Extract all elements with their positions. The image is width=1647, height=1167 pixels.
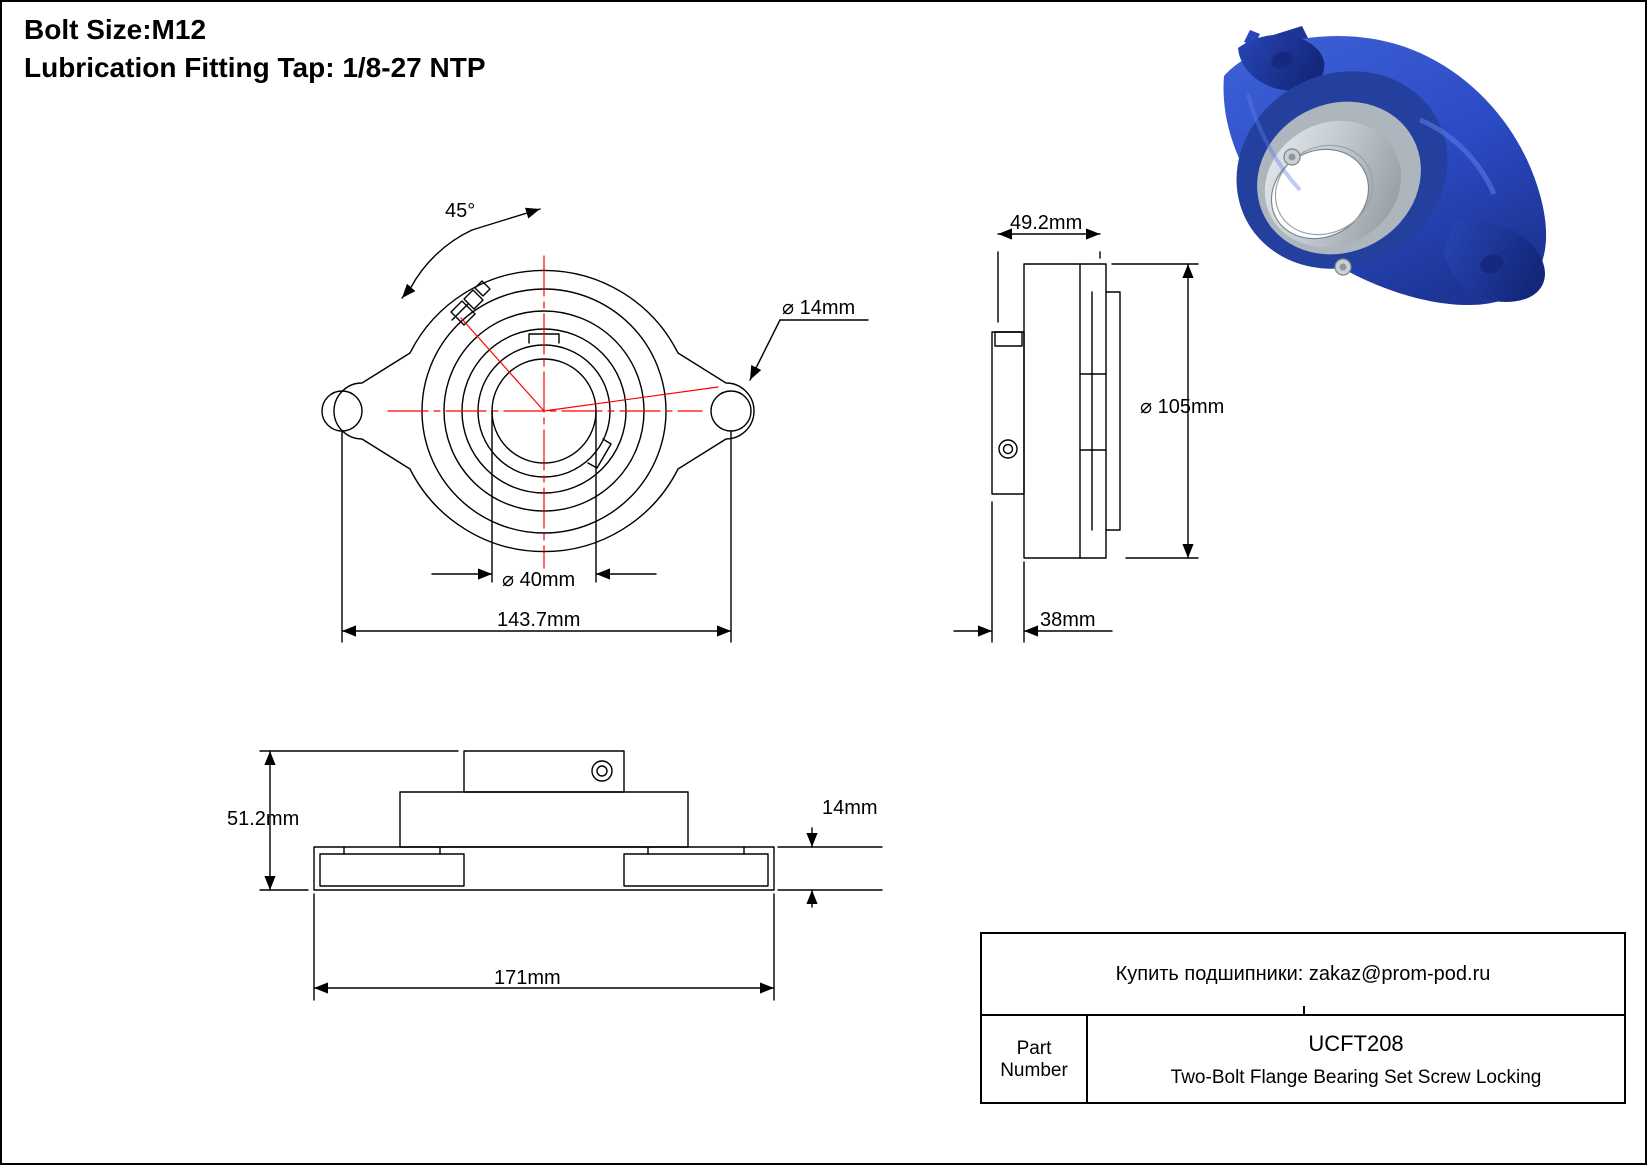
dim-bore-diameter: ⌀ 40mm bbox=[502, 569, 576, 591]
dim-angle-45: 45° bbox=[445, 200, 476, 222]
title-block-part-row bbox=[982, 1016, 1624, 1104]
part-number-label bbox=[982, 1016, 1088, 1104]
part-number-label-line1: Part bbox=[1016, 1038, 1052, 1059]
part-number-value: UCFT208 bbox=[1308, 1031, 1404, 1056]
part-number-value-cell bbox=[1088, 1016, 1624, 1104]
dim-base-width: 38mm bbox=[1040, 609, 1096, 631]
dim-bolt-hole-diameter: ⌀ 14mm bbox=[782, 297, 856, 319]
part-description: Two-Bolt Flange Bearing Set Screw Locking bbox=[1170, 1067, 1542, 1088]
dim-flange-diameter: ⌀ 105mm bbox=[1140, 396, 1225, 418]
dim-bolt-center-distance: 143.7mm bbox=[497, 609, 581, 631]
top-view-geometry bbox=[314, 751, 774, 890]
side-view-geometry bbox=[992, 264, 1120, 558]
title-block-tick bbox=[1303, 1006, 1305, 1016]
dim-flange-thickness: 14mm bbox=[822, 797, 878, 819]
front-view-geometry bbox=[322, 270, 754, 551]
contact-email-text: Купить подшипники: zakaz@prom-pod.ru bbox=[1115, 962, 1491, 985]
bolt-size-note: Bolt Size:M12 bbox=[24, 14, 207, 45]
lubrication-fitting-note: Lubrication Fitting Tap: 1/8-27 NTP bbox=[24, 52, 486, 83]
part-number-label-line2: Number bbox=[1000, 1060, 1068, 1081]
title-block bbox=[980, 932, 1626, 1104]
dim-height: 51.2mm bbox=[227, 808, 300, 830]
title-block-contact-row bbox=[982, 934, 1624, 1016]
dim-overall-width: 49.2mm bbox=[1010, 212, 1083, 234]
isometric-render-geometry bbox=[1202, 26, 1547, 305]
dim-overall-length: 171mm bbox=[494, 967, 561, 989]
